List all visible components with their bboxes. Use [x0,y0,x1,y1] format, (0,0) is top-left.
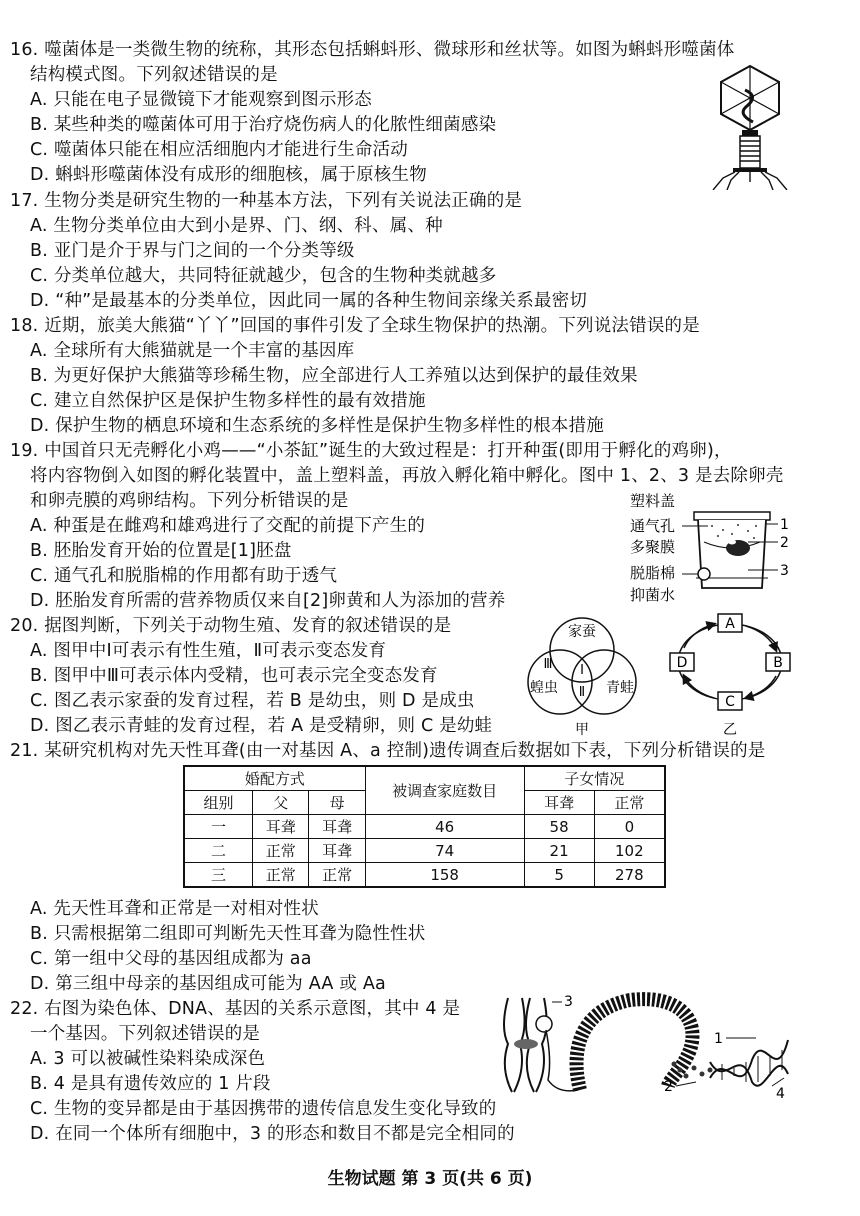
cell-mother: 耳聋 [309,815,365,839]
q21-option-d: D. 第三组中母亲的基因组成可能为 AA 或 Aa [30,974,386,994]
q16-option-d: D. 蝌蚪形噬菌体没有成形的细胞核，属于原核生物 [30,165,427,185]
label-locust: 蝗虫 [530,680,558,696]
label-3: 3 [564,994,573,1010]
q19-stem-line1: 19. 中国首只无壳孵化小鸡——“小茶缸”诞生的大致过程是：打开种蛋(即用于孵化的鸡卵)， [10,441,732,461]
header-children: 子女情况 [524,766,665,791]
cell-families: 74 [365,839,524,863]
q18-option-c: C. 建立自然保护区是保护生物多样性的最有效措施 [30,391,426,411]
label-4: 4 [776,1086,785,1100]
q17-option-d: D. “种”是最基本的分类单位，因此同一属的各种生物间亲缘关系最密切 [30,291,588,311]
cell-mother: 正常 [309,863,365,888]
q18-option-a: A. 全球所有大熊猫就是一个丰富的基因库 [30,341,355,361]
label-silkworm: 家蚕 [568,624,596,640]
q20-option-b: B. 图甲中Ⅲ可表示体内受精，也可表示完全变态发育 [30,666,438,686]
q20-option-a: A. 图甲中Ⅰ可表示有性生殖，Ⅱ可表示变态发育 [30,641,387,661]
q21-option-a: A. 先天性耳聋和正常是一对相对性状 [30,899,319,919]
q18-option-d: D. 保护生物的栖息环境和生态系统的多样性是保护生物多样性的根本措施 [30,416,604,436]
label-film: 多聚膜 [630,538,676,556]
q22-option-b: B. 4 是具有遗传效应的 1 片段 [30,1074,271,1094]
q19-option-b: B. 胚胎发育开始的位置是[1]胚盘 [30,541,292,561]
header-father: 父 [253,791,309,815]
node-c: C [725,694,735,710]
caption-jia: 甲 [575,722,589,738]
chromosome-dna-gene-figure [490,990,800,1100]
q21-option-c: C. 第一组中父母的基因组成都为 aa [30,949,312,969]
cell-father: 耳聋 [253,815,309,839]
cycle-diagram-yi [660,612,800,740]
cell-mother: 耳聋 [309,839,365,863]
region-1: Ⅰ [580,663,584,678]
q20-option-d: D. 图乙表示青蛙的发育过程，若 A 是受精卵，则 C 是幼蛙 [30,716,493,736]
node-a: A [725,616,735,632]
q19-option-d: D. 胚胎发育所需的营养物质仅来自[2]卵黄和人为添加的营养 [30,591,506,611]
table-row [184,815,665,839]
bacteriophage-figure [705,62,795,190]
node-d: D [676,655,688,671]
incubator-figure [628,490,798,608]
q17-option-b: B. 亚门是介于界与门之间的一个分类等级 [30,241,355,261]
cell-group: 二 [184,839,253,863]
venn-diagram-jia [518,612,646,740]
cell-families: 158 [365,863,524,888]
q22-stem-line2: 一个基因。下列叙述错误的是 [30,1024,261,1044]
label-frog: 青蛙 [606,680,634,696]
table-header-row-1 [184,766,665,791]
label-vent: 通气孔 [630,517,676,535]
q19-option-c: C. 通气孔和脱脂棉的作用都有助于透气 [30,566,338,586]
region-3: Ⅲ [543,657,553,672]
caption-yi: 乙 [723,722,737,738]
table-row [184,839,665,863]
header-normal: 正常 [594,791,665,815]
q20-option-c: C. 图乙表示家蚕的发育过程，若 B 是幼虫，则 D 是成虫 [30,691,475,711]
header-deaf: 耳聋 [524,791,594,815]
node-b: B [773,655,783,671]
label-2: 2 [664,1079,673,1095]
q18-option-b: B. 为更好保护大熊猫等珍稀生物，应全部进行人工养殖以达到保护的最佳效果 [30,366,638,386]
label-3: 3 [780,563,789,579]
table-row [184,863,665,888]
q22-option-d: D. 在同一个体所有细胞中，3 的形态和数目不都是完全相同的 [30,1124,515,1144]
label-cotton: 脱脂棉 [630,564,676,582]
q19-stem-line3: 和卵壳膜的鸡卵结构。下列分析错误的是 [30,491,349,511]
header-group: 组别 [184,791,253,815]
q16-option-c: C. 噬菌体只能在相应活细胞内才能进行生命活动 [30,140,408,160]
cell-father: 正常 [253,863,309,888]
q21-stem: 21. 某研究机构对先天性耳聋(由一对基因 A、a 控制)遗传调查后数据如下表，下列分析错误的是 [10,741,766,761]
q21-option-b: B. 只需根据第二组即可判断先天性耳聋为隐性性状 [30,924,426,944]
q16-stem-line1: 16. 噬菌体是一类微生物的统称，其形态包括蝌蚪形、微球形和丝状等。如图为蝌蚪形噬菌体 [10,40,735,60]
cell-normal: 278 [594,863,665,888]
header-families: 被调查家庭数目 [365,766,524,815]
cell-families: 46 [365,815,524,839]
label-1: 1 [780,517,789,533]
cell-normal: 102 [594,839,665,863]
q16-option-a: A. 只能在电子显微镜下才能观察到图示形态 [30,90,372,110]
q22-option-a: A. 3 可以被碱性染料染成深色 [30,1049,266,1069]
cell-deaf: 58 [524,815,594,839]
cell-normal: 0 [594,815,665,839]
region-2: Ⅱ [578,685,586,700]
q22-stem-line1: 22. 右图为染色体、DNA、基因的关系示意图，其中 4 是 [10,999,461,1019]
header-mother: 母 [309,791,365,815]
q17-option-a: A. 生物分类单位由大到小是界、门、纲、科、属、种 [30,216,443,236]
q16-stem-line2: 结构模式图。下列叙述错误的是 [30,65,278,85]
label-2: 2 [780,535,789,551]
cell-group: 一 [184,815,253,839]
q20-stem: 20. 据图判断，下列关于动物生殖、发育的叙述错误的是 [10,616,452,636]
q17-option-c: C. 分类单位越大，共同特征就越少，包含的生物种类就越多 [30,266,497,286]
q19-stem-line2: 将内容物倒入如图的孵化装置中，盖上塑料盖，再放入孵化箱中孵化。图中 1、2、3 是去除卵壳 [30,466,784,486]
label-water: 抑菌水 [630,586,676,604]
cell-father: 正常 [253,839,309,863]
q18-stem: 18. 近期，旅美大熊猫“丫丫”回国的事件引发了全球生物保护的热潮。下列说法错误的是 [10,316,700,336]
label-1: 1 [714,1031,723,1047]
label-lid: 塑料盖 [630,492,676,510]
page-footer: 生物试题 第 3 页(共 6 页) [327,1169,533,1189]
cell-group: 三 [184,863,253,888]
q17-stem: 17. 生物分类是研究生物的一种基本方法，下列有关说法正确的是 [10,191,523,211]
q16-option-b: B. 某些种类的噬菌体可用于治疗烧伤病人的化脓性细菌感染 [30,115,497,135]
header-mating: 婚配方式 [184,766,365,791]
cell-deaf: 21 [524,839,594,863]
q19-option-a: A. 种蛋是在雌鸡和雄鸡进行了交配的前提下产生的 [30,516,426,536]
cell-deaf: 5 [524,863,594,888]
deafness-survey-table [183,765,666,888]
q22-option-c: C. 生物的变异都是由于基因携带的遗传信息发生变化导致的 [30,1099,497,1119]
